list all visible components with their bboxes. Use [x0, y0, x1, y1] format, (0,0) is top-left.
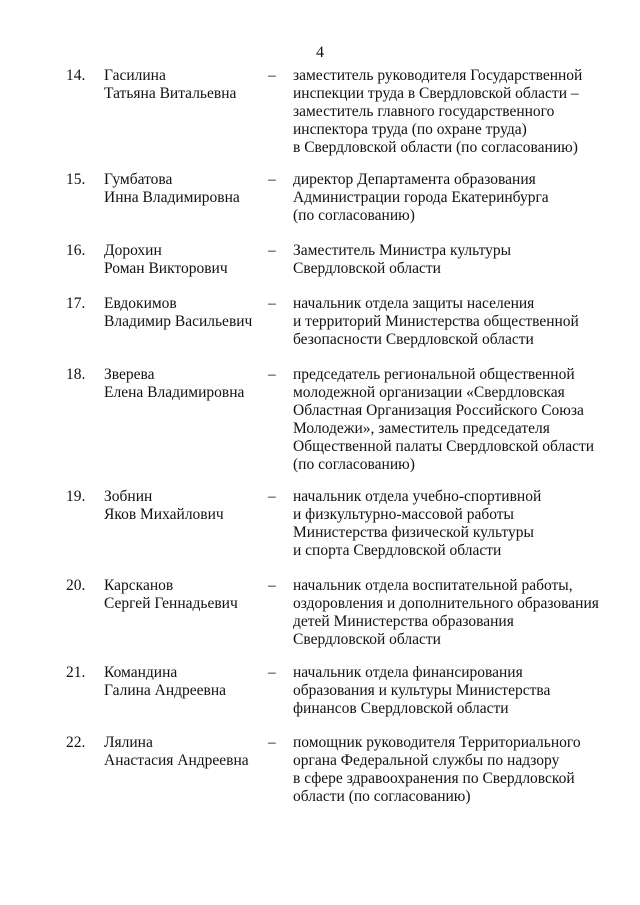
position-line: финансов Свердловской области — [293, 700, 509, 717]
position-line: Министерства физической культуры — [293, 524, 534, 541]
member-name — [104, 488, 264, 524]
member-position — [293, 488, 613, 560]
member-name — [104, 67, 264, 103]
item-number: 16. — [66, 242, 86, 259]
member-name — [104, 366, 264, 402]
member-name — [104, 577, 264, 613]
dash-separator: – — [268, 171, 276, 188]
item-number: 15. — [66, 171, 86, 188]
surname: Командина — [104, 664, 178, 681]
position-line: детей Министерства образования — [293, 613, 514, 630]
member-position — [293, 67, 613, 157]
surname: Карсканов — [104, 577, 174, 594]
dash-separator: – — [268, 734, 276, 751]
position-line: образования и культуры Министерства — [293, 682, 551, 699]
member-position — [293, 664, 613, 718]
dash-separator: – — [268, 295, 276, 312]
position-line: Свердловской области — [293, 631, 441, 648]
item-number: 17. — [66, 295, 86, 312]
position-line: Общественной палаты Свердловской области — [293, 438, 595, 455]
given-names: Инна Владимировна — [104, 189, 240, 206]
position-line: начальник отдела финансирования — [293, 664, 523, 681]
position-line: директор Департамента образования — [293, 171, 536, 188]
position-line: Заместитель Министра культуры — [293, 242, 512, 259]
given-names: Елена Владимировна — [104, 384, 245, 401]
item-number: 21. — [66, 664, 86, 681]
list-item — [0, 295, 640, 366]
item-number: 18. — [66, 366, 86, 383]
position-line: молодежной организации «Свердловская — [293, 384, 565, 401]
list-item — [0, 366, 640, 488]
position-line: (по согласованию) — [293, 456, 415, 473]
page-number: 4 — [316, 44, 324, 61]
member-position — [293, 295, 613, 349]
dash-separator: – — [268, 242, 276, 259]
given-names: Яков Михайлович — [104, 506, 224, 523]
position-line: Областная Организация Российского Союза — [293, 402, 584, 419]
surname: Лялина — [104, 734, 153, 751]
dash-separator: – — [268, 577, 276, 594]
member-position — [293, 577, 613, 649]
position-line: (по согласованию) — [293, 207, 415, 224]
position-line: помощник руководителя Территориального — [293, 734, 581, 751]
surname: Гасилина — [104, 67, 166, 84]
position-line: инспектора труда (по охране труда) — [293, 121, 527, 138]
given-names: Роман Викторович — [104, 260, 228, 277]
position-line: председатель региональной общественной — [293, 366, 575, 383]
list-item — [0, 664, 640, 734]
position-line: инспекции труда в Свердловской области – — [293, 85, 579, 102]
dash-separator: – — [268, 664, 276, 681]
member-name — [104, 734, 264, 770]
item-number: 22. — [66, 734, 86, 751]
member-position — [293, 366, 613, 474]
position-line: начальник отдела учебно-спортивной — [293, 488, 542, 505]
position-line: Администрации города Екатеринбурга — [293, 189, 549, 206]
surname: Гумбатова — [104, 171, 173, 188]
member-position — [293, 242, 613, 278]
position-line: в сфере здравоохранения по Свердловской — [293, 770, 575, 787]
position-line: начальник отдела защиты населения — [293, 295, 535, 312]
list-item — [0, 577, 640, 664]
position-line: начальник отдела воспитательной работы, — [293, 577, 573, 594]
surname: Зобнин — [104, 488, 153, 505]
member-list — [0, 67, 640, 814]
member-name — [104, 242, 264, 278]
dash-separator: – — [268, 488, 276, 505]
surname: Евдокимов — [104, 295, 177, 312]
member-name — [104, 171, 264, 207]
list-item — [0, 488, 640, 577]
item-number: 20. — [66, 577, 86, 594]
given-names: Владимир Васильевич — [104, 313, 253, 330]
given-names: Анастасия Андреевна — [104, 752, 249, 769]
position-line: заместитель руководителя Государственной — [293, 67, 583, 84]
member-name — [104, 295, 264, 331]
member-position — [293, 734, 613, 806]
position-line: в Свердловской области (по согласованию) — [293, 139, 578, 156]
position-line: и спорта Свердловской области — [293, 542, 502, 559]
surname: Зверева — [104, 366, 155, 383]
position-line: Молодежи», заместитель председателя — [293, 420, 550, 437]
list-item — [0, 242, 640, 295]
dash-separator: – — [268, 67, 276, 84]
list-item — [0, 734, 640, 814]
item-number: 14. — [66, 67, 86, 84]
item-number: 19. — [66, 488, 86, 505]
list-item — [0, 171, 640, 242]
position-line: и физкультурно-массовой работы — [293, 506, 514, 523]
member-position — [293, 171, 613, 225]
position-line: Свердловской области — [293, 260, 441, 277]
member-name — [104, 664, 264, 700]
given-names: Галина Андреевна — [104, 682, 227, 699]
given-names: Татьяна Витальевна — [104, 85, 237, 102]
position-line: области (по согласованию) — [293, 788, 471, 805]
dash-separator: – — [268, 366, 276, 383]
position-line: органа Федеральной службы по надзору — [293, 752, 560, 769]
position-line: заместитель главного государственного — [293, 103, 555, 120]
position-line: оздоровления и дополнительного образования — [293, 595, 599, 612]
surname: Дорохин — [104, 242, 162, 259]
position-line: безопасности Свердловской области — [293, 331, 534, 348]
list-item — [0, 67, 640, 171]
position-line: и территорий Министерства общественной — [293, 313, 579, 330]
given-names: Сергей Геннадьевич — [104, 595, 238, 612]
